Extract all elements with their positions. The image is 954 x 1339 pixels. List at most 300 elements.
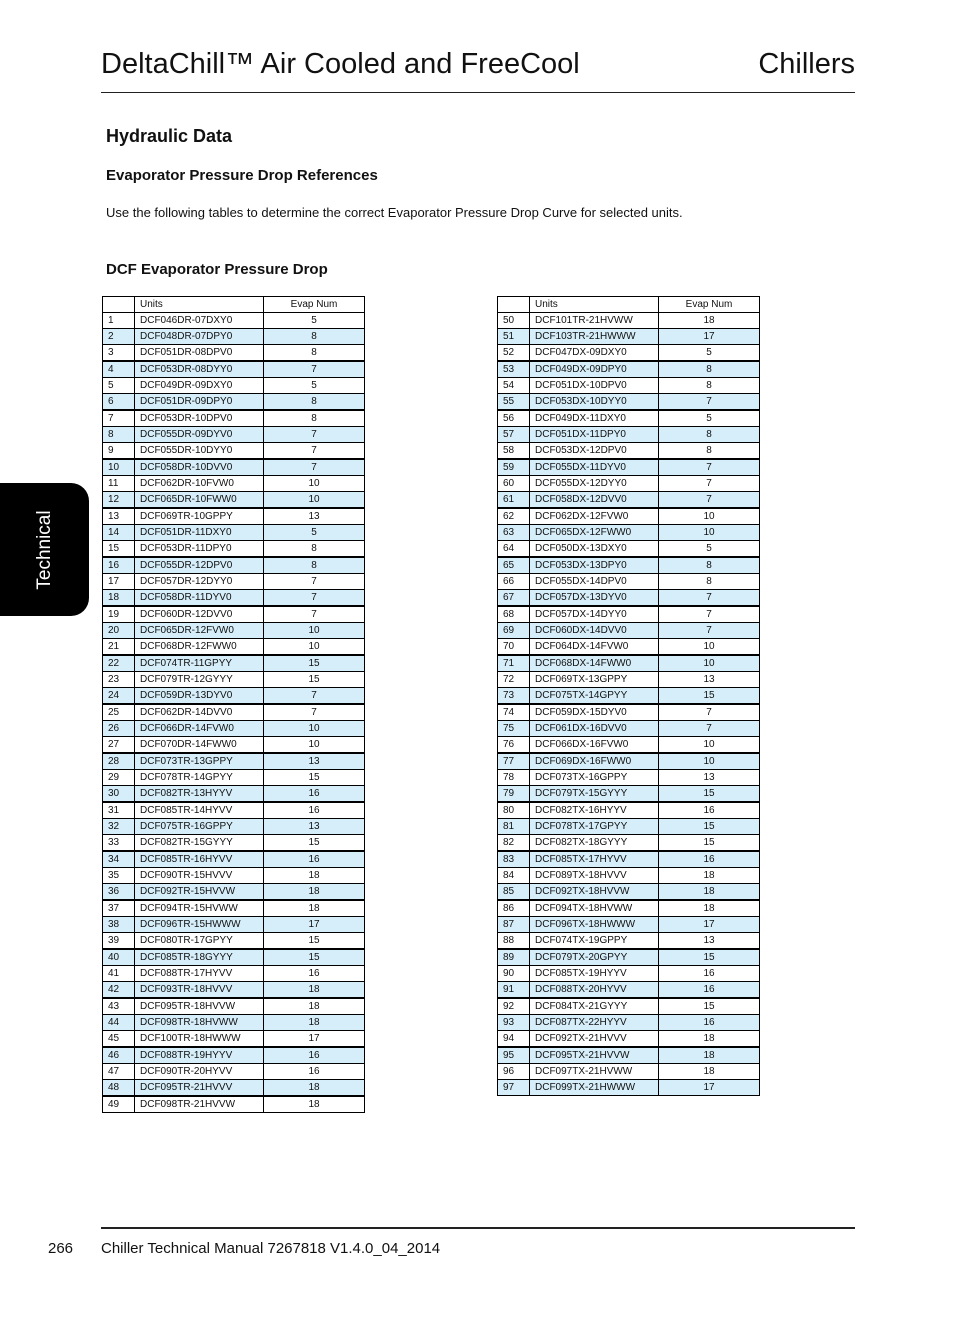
evap-num: 7 [264,427,365,443]
table-row [498,982,760,999]
row-number: 65 [498,557,530,574]
table-row [498,623,760,639]
row-number: 88 [498,933,530,950]
unit-model: DCF094TX-18HVWW [530,900,659,917]
row-number: 54 [498,378,530,394]
unit-model: DCF053DR-11DPY0 [135,541,264,558]
unit-model: DCF085TR-14HYVV [135,802,264,819]
unit-model: DCF085TR-16HYVV [135,851,264,868]
unit-model: DCF058DX-12DVV0 [530,492,659,509]
table-row [498,541,760,558]
table-row [103,737,365,754]
table-row [103,590,365,607]
evap-num: 18 [659,1047,760,1064]
unit-model: DCF073TR-13GPPY [135,753,264,770]
row-number: 16 [103,557,135,574]
evap-num: 10 [264,737,365,754]
row-number: 76 [498,737,530,754]
evap-num: 10 [264,639,365,656]
table-row [498,557,760,574]
unit-model: DCF078TR-14GPYY [135,770,264,786]
evap-num: 8 [659,557,760,574]
evap-num: 7 [659,623,760,639]
evap-num: 18 [659,884,760,901]
row-number: 87 [498,917,530,933]
unit-model: DCF094TR-15HVWW [135,900,264,917]
unit-model: DCF059DR-13DYV0 [135,688,264,705]
row-number: 19 [103,606,135,623]
table-row [103,361,365,378]
row-number: 77 [498,753,530,770]
evap-num: 8 [659,361,760,378]
evap-table-left [102,296,365,1113]
row-number: 2 [103,329,135,345]
header-no [103,297,135,313]
row-number: 73 [498,688,530,705]
table-row [498,459,760,476]
unit-model: DCF069TR-10GPPY [135,508,264,525]
evap-num: 17 [264,1031,365,1048]
table-row [103,721,365,737]
evap-num: 10 [659,639,760,656]
evap-num: 18 [659,313,760,329]
evap-num: 7 [264,688,365,705]
row-number: 38 [103,917,135,933]
table-row [103,1064,365,1080]
table-row [103,313,365,329]
table-row [103,868,365,884]
page-number: 266 [48,1240,74,1257]
table-row [498,770,760,786]
table-row [498,786,760,803]
header-category: Chillers [758,48,855,80]
evap-num: 10 [659,525,760,541]
unit-model: DCF049DX-09DPY0 [530,361,659,378]
unit-model: DCF048DR-07DPY0 [135,329,264,345]
unit-model: DCF066DR-14FVW0 [135,721,264,737]
table-row [498,574,760,590]
table-header-row [498,297,760,313]
table-row [498,427,760,443]
row-number: 24 [103,688,135,705]
row-number: 80 [498,802,530,819]
header-rule [101,92,855,93]
unit-model: DCF051DX-10DPV0 [530,378,659,394]
row-number: 18 [103,590,135,607]
unit-model: DCF093TR-18HVVV [135,982,264,999]
evap-num: 7 [264,606,365,623]
unit-model: DCF085TX-19HYYV [530,966,659,982]
evap-num: 18 [264,884,365,901]
table-row [498,476,760,492]
unit-model: DCF087TX-22HYYV [530,1015,659,1031]
row-number: 50 [498,313,530,329]
unit-model: DCF100TR-18HWWW [135,1031,264,1048]
side-tab-label: Technical [33,509,55,590]
table-row [103,851,365,868]
evap-num: 13 [264,753,365,770]
table-row [103,786,365,803]
unit-model: DCF061DX-16DVV0 [530,721,659,737]
unit-model: DCF073TX-16GPPY [530,770,659,786]
table-row [498,721,760,737]
unit-model: DCF095TX-21HVVW [530,1047,659,1064]
unit-model: DCF051DR-11DXY0 [135,525,264,541]
evap-num: 8 [264,557,365,574]
table-row [498,313,760,329]
unit-model: DCF095TR-21HVVV [135,1080,264,1097]
table-row [498,868,760,884]
row-number: 92 [498,998,530,1015]
unit-model: DCF053DR-08DYY0 [135,361,264,378]
row-number: 58 [498,443,530,460]
table-row [498,704,760,721]
row-number: 45 [103,1031,135,1048]
evap-table-right [497,296,760,1096]
table-row [103,1015,365,1031]
row-number: 64 [498,541,530,558]
evap-num: 10 [659,753,760,770]
unit-model: DCF095TR-18HVVW [135,998,264,1015]
table-row [498,1047,760,1064]
table-row [498,933,760,950]
evap-num: 7 [659,394,760,411]
evap-num: 7 [659,606,760,623]
evap-num: 7 [659,590,760,607]
unit-model: DCF079TX-20GPYY [530,949,659,966]
row-number: 52 [498,345,530,362]
evap-num: 18 [264,1096,365,1113]
row-number: 32 [103,819,135,835]
unit-model: DCF047DX-09DXY0 [530,345,659,362]
row-number: 22 [103,655,135,672]
evap-num: 13 [659,672,760,688]
unit-model: DCF078TX-17GPYY [530,819,659,835]
unit-model: DCF088TR-19HYYV [135,1047,264,1064]
table-row [103,1031,365,1048]
unit-model: DCF051DR-08DPV0 [135,345,264,362]
table-row [103,427,365,443]
row-number: 1 [103,313,135,329]
table-row [103,492,365,509]
row-number: 21 [103,639,135,656]
table-row [103,770,365,786]
evap-num: 5 [264,525,365,541]
evap-num: 8 [264,541,365,558]
table-row [498,378,760,394]
table-row [498,835,760,852]
header-evap-num: Evap Num [659,297,760,313]
unit-model: DCF065DR-10FWW0 [135,492,264,509]
row-number: 15 [103,541,135,558]
unit-model: DCF060DR-12DVV0 [135,606,264,623]
unit-model: DCF099TX-21HWWW [530,1080,659,1096]
row-number: 36 [103,884,135,901]
row-number: 94 [498,1031,530,1048]
evap-num: 7 [264,574,365,590]
unit-model: DCF060DX-14DVV0 [530,623,659,639]
evap-num: 18 [264,868,365,884]
row-number: 75 [498,721,530,737]
table-row [103,476,365,492]
table-row [103,1047,365,1064]
evap-num: 16 [264,966,365,982]
table-row [498,1015,760,1031]
row-number: 17 [103,574,135,590]
evap-num: 17 [264,917,365,933]
row-number: 62 [498,508,530,525]
evap-num: 16 [264,802,365,819]
row-number: 55 [498,394,530,411]
row-number: 39 [103,933,135,950]
table-row [103,623,365,639]
evap-num: 7 [264,590,365,607]
row-number: 35 [103,868,135,884]
table-row [103,819,365,835]
row-number: 8 [103,427,135,443]
evap-num: 5 [659,345,760,362]
unit-model: DCF055DR-10DYY0 [135,443,264,460]
evap-num: 16 [264,851,365,868]
evap-num: 15 [264,672,365,688]
section-title: Hydraulic Data [106,126,233,146]
table-row [498,1064,760,1080]
row-number: 26 [103,721,135,737]
row-number: 13 [103,508,135,525]
row-number: 85 [498,884,530,901]
evap-num: 10 [659,737,760,754]
evap-num: 16 [659,982,760,999]
row-number: 86 [498,900,530,917]
row-number: 57 [498,427,530,443]
table-row [498,917,760,933]
row-number: 83 [498,851,530,868]
table-row [103,345,365,362]
row-number: 90 [498,966,530,982]
unit-model: DCF058DR-11DYV0 [135,590,264,607]
unit-model: DCF085TR-18GYYY [135,949,264,966]
evap-num: 15 [264,949,365,966]
unit-model: DCF096TX-18HWWW [530,917,659,933]
row-number: 20 [103,623,135,639]
evap-num: 10 [264,476,365,492]
table-row [103,459,365,476]
row-number: 70 [498,639,530,656]
unit-model: DCF057DX-14DYY0 [530,606,659,623]
evap-num: 15 [659,998,760,1015]
table-row [498,688,760,705]
row-number: 12 [103,492,135,509]
evap-num: 16 [659,802,760,819]
table-row [498,753,760,770]
evap-num: 15 [264,655,365,672]
evap-num: 16 [659,851,760,868]
table-row [498,606,760,623]
evap-num: 8 [264,394,365,411]
evap-num: 18 [659,1064,760,1080]
evap-num: 10 [264,721,365,737]
unit-model: DCF090TR-15HVVV [135,868,264,884]
table-row [103,541,365,558]
evap-num: 18 [659,900,760,917]
table-row [103,835,365,852]
row-number: 30 [103,786,135,803]
table-row [103,688,365,705]
header-no [498,297,530,313]
table-row [498,884,760,901]
evap-num: 8 [659,574,760,590]
evap-num: 7 [264,361,365,378]
table-row [103,933,365,950]
row-number: 43 [103,998,135,1015]
row-number: 53 [498,361,530,378]
table-row [103,917,365,933]
row-number: 66 [498,574,530,590]
table-row [103,704,365,721]
row-number: 3 [103,345,135,362]
unit-model: DCF049DX-11DXY0 [530,410,659,427]
row-number: 6 [103,394,135,411]
evap-num: 10 [659,508,760,525]
unit-model: DCF075TX-14GPYY [530,688,659,705]
table-row [103,998,365,1015]
evap-num: 5 [659,410,760,427]
evap-num: 18 [264,1015,365,1031]
row-number: 78 [498,770,530,786]
table-row [498,1080,760,1096]
unit-model: DCF050DX-13DXY0 [530,541,659,558]
unit-model: DCF079TR-12GYYY [135,672,264,688]
unit-model: DCF092TR-15HVVW [135,884,264,901]
row-number: 71 [498,655,530,672]
unit-model: DCF097TX-21HVWW [530,1064,659,1080]
table-row [498,410,760,427]
evap-num: 15 [659,786,760,803]
evap-num: 15 [659,949,760,966]
unit-model: DCF070DR-14FWW0 [135,737,264,754]
evap-num: 7 [264,459,365,476]
table-row [498,851,760,868]
row-number: 28 [103,753,135,770]
evap-num: 18 [264,900,365,917]
unit-model: DCF062DR-14DVV0 [135,704,264,721]
unit-model: DCF062DR-10FVW0 [135,476,264,492]
row-number: 68 [498,606,530,623]
evap-num: 16 [264,1047,365,1064]
table-row [103,900,365,917]
unit-model: DCF069DX-16FWW0 [530,753,659,770]
evap-num: 13 [264,508,365,525]
row-number: 82 [498,835,530,852]
row-number: 37 [103,900,135,917]
unit-model: DCF074TR-11GPYY [135,655,264,672]
row-number: 48 [103,1080,135,1097]
unit-model: DCF098TR-18HVWW [135,1015,264,1031]
unit-model: DCF055DX-12DYY0 [530,476,659,492]
header-title: DeltaChill™ Air Cooled and FreeCool [101,48,580,80]
unit-model: DCF053DR-10DPV0 [135,410,264,427]
unit-model: DCF068DR-12FWW0 [135,639,264,656]
evap-num: 7 [264,704,365,721]
table-row [498,737,760,754]
unit-model: DCF092TX-21HVVV [530,1031,659,1048]
unit-model: DCF103TR-21HWWW [530,329,659,345]
table-row [498,1031,760,1048]
table-row [103,329,365,345]
subsection-title: Evaporator Pressure Drop References [106,167,378,184]
unit-model: DCF080TR-17GPYY [135,933,264,950]
unit-model: DCF065DX-12FWW0 [530,525,659,541]
row-number: 95 [498,1047,530,1064]
row-number: 84 [498,868,530,884]
table-row [103,410,365,427]
evap-num: 10 [264,623,365,639]
row-number: 63 [498,525,530,541]
row-number: 29 [103,770,135,786]
row-number: 23 [103,672,135,688]
unit-model: DCF092TX-18HVVW [530,884,659,901]
evap-table-left-body [103,297,365,1113]
unit-model: DCF082TX-16HYYV [530,802,659,819]
table-row [498,394,760,411]
unit-model: DCF084TX-21GYYY [530,998,659,1015]
table-header-row [103,297,365,313]
table-row [103,1080,365,1097]
table-row [498,525,760,541]
evap-num: 10 [264,492,365,509]
evap-num: 8 [264,329,365,345]
table-row [498,672,760,688]
unit-model: DCF058DR-10DVV0 [135,459,264,476]
row-number: 69 [498,623,530,639]
unit-model: DCF055DR-12DPV0 [135,557,264,574]
table-row [103,949,365,966]
row-number: 9 [103,443,135,460]
row-number: 4 [103,361,135,378]
table-row [103,884,365,901]
unit-model: DCF051DR-09DPY0 [135,394,264,411]
side-tab [0,483,89,616]
unit-model: DCF088TR-17HYVV [135,966,264,982]
table-row [103,394,365,411]
row-number: 97 [498,1080,530,1096]
unit-model: DCF049DR-09DXY0 [135,378,264,394]
table-row [498,443,760,460]
table-row [103,1096,365,1113]
unit-model: DCF101TR-21HVWW [530,313,659,329]
evap-num: 10 [659,655,760,672]
unit-model: DCF098TR-21HVVW [135,1096,264,1113]
table-row [498,345,760,362]
evap-num: 17 [659,917,760,933]
row-number: 91 [498,982,530,999]
unit-model: DCF082TR-13HYYV [135,786,264,803]
evap-num: 8 [659,427,760,443]
unit-model: DCF053DX-13DPY0 [530,557,659,574]
table-row [103,966,365,982]
table-row [498,819,760,835]
unit-model: DCF046DR-07DXY0 [135,313,264,329]
evap-num: 18 [659,868,760,884]
row-number: 56 [498,410,530,427]
row-number: 81 [498,819,530,835]
evap-num: 5 [659,541,760,558]
row-number: 27 [103,737,135,754]
evap-num: 7 [659,492,760,509]
evap-num: 8 [264,345,365,362]
unit-model: DCF055DX-11DYV0 [530,459,659,476]
evap-num: 15 [264,933,365,950]
